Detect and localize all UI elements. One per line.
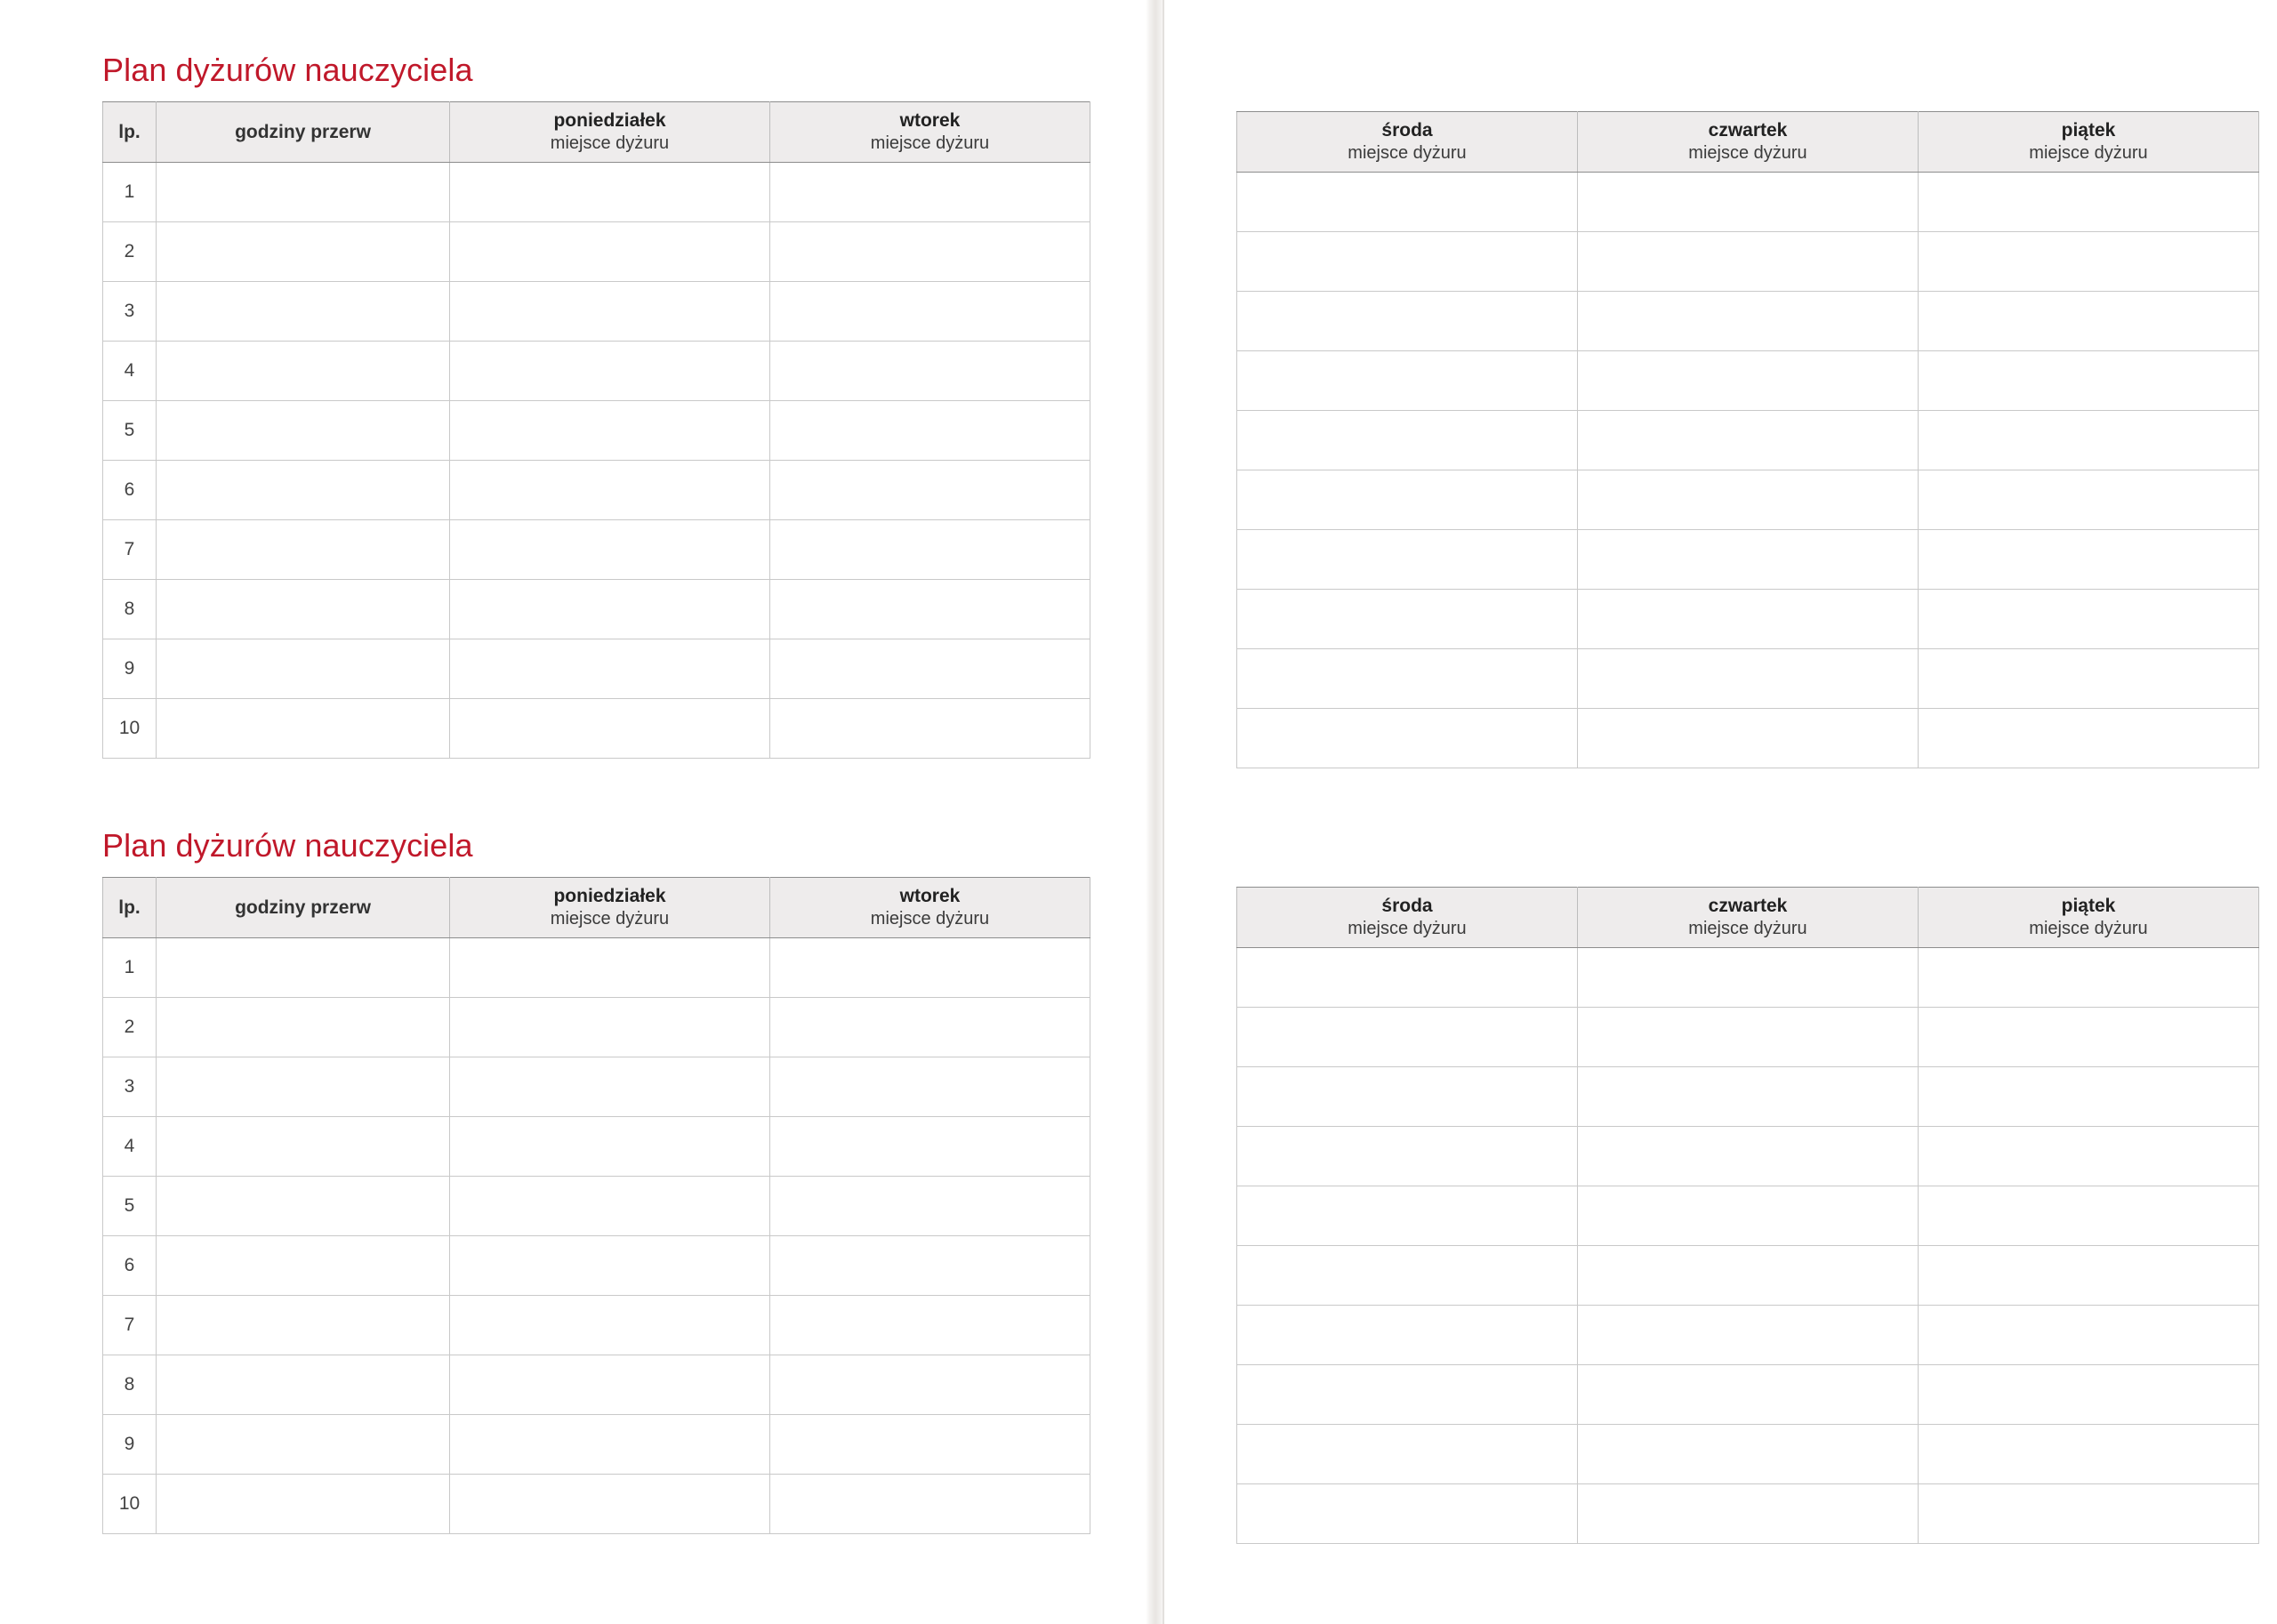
cell-hours[interactable] <box>157 342 450 401</box>
header-day-monday <box>450 878 770 938</box>
header-day-name: czwartek <box>1708 120 1788 141</box>
cell-tuesday[interactable] <box>770 520 1090 580</box>
cell-tuesday[interactable] <box>770 282 1090 342</box>
cell-tuesday[interactable] <box>770 401 1090 461</box>
cell-tuesday[interactable] <box>770 342 1090 401</box>
row-number: 7 <box>103 1296 157 1355</box>
cell-thursday[interactable] <box>1578 1484 1919 1544</box>
cell-wednesday[interactable] <box>1237 173 1578 232</box>
cell-wednesday[interactable] <box>1237 1484 1578 1544</box>
table-row[interactable] <box>1237 948 2259 1008</box>
cell-monday[interactable] <box>450 222 770 282</box>
table-row[interactable] <box>1237 173 2259 232</box>
table-row[interactable] <box>1237 351 2259 411</box>
table-row[interactable] <box>103 1296 1090 1355</box>
header-day-name: środa <box>1381 896 1433 917</box>
cell-tuesday[interactable] <box>770 1236 1090 1296</box>
cell-wednesday[interactable] <box>1237 1186 1578 1246</box>
cell-tuesday[interactable] <box>770 1296 1090 1355</box>
table-row[interactable] <box>103 580 1090 639</box>
table-body-2-left <box>103 938 1090 1534</box>
cell-hours[interactable] <box>157 163 450 222</box>
header-day-name: piątek <box>2061 120 2116 141</box>
cell-wednesday[interactable] <box>1237 1067 1578 1127</box>
cell-wednesday[interactable] <box>1237 292 1578 351</box>
cell-thursday[interactable] <box>1578 1365 1919 1425</box>
table-row[interactable] <box>1237 1425 2259 1484</box>
cell-wednesday[interactable] <box>1237 948 1578 1008</box>
cell-monday[interactable] <box>450 699 770 759</box>
header-day-sub: miejsce dyżuru <box>1348 142 1467 163</box>
cell-hours[interactable] <box>157 699 450 759</box>
header-day-name: wtorek <box>899 886 961 907</box>
header-day-thursday <box>1578 888 1919 948</box>
cell-friday[interactable] <box>1919 1067 2259 1127</box>
row-number: 6 <box>103 461 157 520</box>
table-row[interactable] <box>1237 1306 2259 1365</box>
duty-plan-block-1-left <box>102 52 1090 759</box>
table-row[interactable] <box>1237 411 2259 470</box>
row-number: 1 <box>103 163 157 222</box>
header-day-friday <box>1919 888 2259 948</box>
cell-thursday[interactable] <box>1578 530 1919 590</box>
row-number: 1 <box>103 938 157 998</box>
header-day-sub: miejsce dyżuru <box>550 133 670 153</box>
header-day-sub: miejsce dyżuru <box>1688 142 1807 163</box>
header-day-wednesday <box>1237 112 1578 173</box>
table-row[interactable] <box>103 1117 1090 1177</box>
duty-table-2-left <box>102 877 1090 1534</box>
cell-hours[interactable] <box>157 1057 450 1117</box>
table-row[interactable] <box>1237 1365 2259 1425</box>
header-day-tuesday <box>770 878 1090 938</box>
cell-wednesday[interactable] <box>1237 1306 1578 1365</box>
header-hours: godziny przerw <box>157 102 450 163</box>
table-row[interactable] <box>103 1177 1090 1236</box>
cell-wednesday[interactable] <box>1237 590 1578 649</box>
row-number: 9 <box>103 639 157 699</box>
cell-friday[interactable] <box>1919 948 2259 1008</box>
cell-thursday[interactable] <box>1578 232 1919 292</box>
header-day-name: czwartek <box>1708 896 1788 917</box>
row-number: 2 <box>103 222 157 282</box>
table-row[interactable] <box>103 1236 1090 1296</box>
header-lp: lp. <box>103 102 157 163</box>
cell-friday[interactable] <box>1919 470 2259 530</box>
table-row[interactable] <box>1237 292 2259 351</box>
cell-tuesday[interactable] <box>770 699 1090 759</box>
row-number: 8 <box>103 1355 157 1415</box>
cell-monday[interactable] <box>450 1475 770 1534</box>
cell-hours[interactable] <box>157 998 450 1057</box>
cell-hours[interactable] <box>157 222 450 282</box>
cell-tuesday[interactable] <box>770 639 1090 699</box>
cell-hours[interactable] <box>157 1117 450 1177</box>
header-day-tuesday <box>770 102 1090 163</box>
cell-friday[interactable] <box>1919 351 2259 411</box>
cell-tuesday[interactable] <box>770 163 1090 222</box>
table-row[interactable] <box>103 938 1090 998</box>
cell-friday[interactable] <box>1919 530 2259 590</box>
cell-friday[interactable] <box>1919 1306 2259 1365</box>
row-number: 10 <box>103 1475 157 1534</box>
cell-wednesday[interactable] <box>1237 1246 1578 1306</box>
page-title-1: Plan dyżurów nauczyciela <box>102 52 473 88</box>
cell-thursday[interactable] <box>1578 1127 1919 1186</box>
cell-friday[interactable] <box>1919 1127 2259 1186</box>
cell-monday[interactable] <box>450 1415 770 1475</box>
cell-thursday[interactable] <box>1578 1186 1919 1246</box>
cell-tuesday[interactable] <box>770 938 1090 998</box>
cell-hours[interactable] <box>157 401 450 461</box>
cell-tuesday[interactable] <box>770 222 1090 282</box>
cell-friday[interactable] <box>1919 292 2259 351</box>
cell-thursday[interactable] <box>1578 590 1919 649</box>
table-row[interactable] <box>1237 470 2259 530</box>
table-row[interactable] <box>1237 590 2259 649</box>
cell-friday[interactable] <box>1919 411 2259 470</box>
header-day-wednesday <box>1237 888 1578 948</box>
row-number: 5 <box>103 401 157 461</box>
header-day-monday <box>450 102 770 163</box>
row-number: 2 <box>103 998 157 1057</box>
cell-hours[interactable] <box>157 1296 450 1355</box>
header-day-sub: miejsce dyżuru <box>2029 918 2148 938</box>
table-row[interactable] <box>103 520 1090 580</box>
book-spine-line <box>1163 0 1164 1624</box>
cell-wednesday[interactable] <box>1237 351 1578 411</box>
cell-monday[interactable] <box>450 401 770 461</box>
cell-tuesday[interactable] <box>770 998 1090 1057</box>
table-row[interactable] <box>103 639 1090 699</box>
cell-monday[interactable] <box>450 580 770 639</box>
cell-thursday[interactable] <box>1578 173 1919 232</box>
cell-wednesday[interactable] <box>1237 1365 1578 1425</box>
header-day-sub: miejsce dyżuru <box>2029 142 2148 163</box>
cell-tuesday[interactable] <box>770 461 1090 520</box>
cell-friday[interactable] <box>1919 590 2259 649</box>
table-row[interactable] <box>103 1057 1090 1117</box>
table-row[interactable] <box>1237 1246 2259 1306</box>
duty-plan-block-2-left <box>102 827 1090 1534</box>
cell-thursday[interactable] <box>1578 1306 1919 1365</box>
cell-wednesday[interactable] <box>1237 649 1578 709</box>
row-number: 3 <box>103 282 157 342</box>
cell-monday[interactable] <box>450 1355 770 1415</box>
cell-thursday[interactable] <box>1578 351 1919 411</box>
cell-tuesday[interactable] <box>770 1177 1090 1236</box>
cell-friday[interactable] <box>1919 1246 2259 1306</box>
cell-tuesday[interactable] <box>770 1057 1090 1117</box>
header-day-name: poniedziałek <box>553 110 666 132</box>
right-page <box>1165 0 2277 1624</box>
row-number: 3 <box>103 1057 157 1117</box>
cell-monday[interactable] <box>450 1236 770 1296</box>
cell-monday[interactable] <box>450 520 770 580</box>
cell-monday[interactable] <box>450 282 770 342</box>
table-row[interactable] <box>103 998 1090 1057</box>
table-header-row <box>103 878 1090 938</box>
cell-hours[interactable] <box>157 639 450 699</box>
table-body-1-right <box>1237 173 2259 768</box>
table-row[interactable] <box>103 401 1090 461</box>
cell-hours[interactable] <box>157 282 450 342</box>
table-row[interactable] <box>103 282 1090 342</box>
table-row[interactable] <box>1237 709 2259 768</box>
cell-friday[interactable] <box>1919 173 2259 232</box>
cell-hours[interactable] <box>157 520 450 580</box>
cell-monday[interactable] <box>450 639 770 699</box>
table-row[interactable] <box>103 1415 1090 1475</box>
header-day-friday <box>1919 112 2259 173</box>
cell-hours[interactable] <box>157 1177 450 1236</box>
row-number: 5 <box>103 1177 157 1236</box>
cell-tuesday[interactable] <box>770 580 1090 639</box>
row-number: 10 <box>103 699 157 759</box>
table-row[interactable] <box>1237 1127 2259 1186</box>
table-body-1-left <box>103 163 1090 759</box>
cell-thursday[interactable] <box>1578 411 1919 470</box>
cell-hours[interactable] <box>157 461 450 520</box>
cell-tuesday[interactable] <box>770 1355 1090 1415</box>
cell-wednesday[interactable] <box>1237 1127 1578 1186</box>
header-day-sub: miejsce dyżuru <box>870 133 990 153</box>
cell-hours[interactable] <box>157 580 450 639</box>
row-number: 8 <box>103 580 157 639</box>
header-day-thursday <box>1578 112 1919 173</box>
header-day-name: piątek <box>2061 896 2116 917</box>
cell-monday[interactable] <box>450 342 770 401</box>
table-header-row <box>103 102 1090 163</box>
cell-friday[interactable] <box>1919 1365 2259 1425</box>
table-row[interactable] <box>103 699 1090 759</box>
header-day-sub: miejsce dyżuru <box>550 908 670 929</box>
table-header-row <box>1237 112 2259 173</box>
table-row[interactable] <box>1237 1067 2259 1127</box>
cell-friday[interactable] <box>1919 1008 2259 1067</box>
cell-friday[interactable] <box>1919 1425 2259 1484</box>
cell-wednesday[interactable] <box>1237 232 1578 292</box>
header-day-name: środa <box>1381 120 1433 141</box>
table-row[interactable] <box>1237 649 2259 709</box>
cell-friday[interactable] <box>1919 232 2259 292</box>
cell-wednesday[interactable] <box>1237 1425 1578 1484</box>
row-number: 4 <box>103 342 157 401</box>
cell-thursday[interactable] <box>1578 470 1919 530</box>
cell-thursday[interactable] <box>1578 1008 1919 1067</box>
duty-table-1-right <box>1236 111 2259 768</box>
cell-monday[interactable] <box>450 998 770 1057</box>
page-title-2: Plan dyżurów nauczyciela <box>102 827 473 864</box>
table-row[interactable] <box>1237 1484 2259 1544</box>
table-row[interactable] <box>103 1475 1090 1534</box>
table-body-2-right <box>1237 948 2259 1544</box>
cell-monday[interactable] <box>450 1296 770 1355</box>
table-row[interactable] <box>103 461 1090 520</box>
row-number: 7 <box>103 520 157 580</box>
table-row[interactable] <box>1237 232 2259 292</box>
table-row[interactable] <box>1237 1186 2259 1246</box>
table-row[interactable] <box>1237 1008 2259 1067</box>
header-day-name: wtorek <box>899 110 961 132</box>
cell-thursday[interactable] <box>1578 292 1919 351</box>
row-number: 9 <box>103 1415 157 1475</box>
cell-wednesday[interactable] <box>1237 709 1578 768</box>
cell-friday[interactable] <box>1919 709 2259 768</box>
cell-wednesday[interactable] <box>1237 470 1578 530</box>
cell-friday[interactable] <box>1919 649 2259 709</box>
header-day-name: poniedziałek <box>553 886 666 907</box>
cell-monday[interactable] <box>450 461 770 520</box>
row-number: 6 <box>103 1236 157 1296</box>
cell-thursday[interactable] <box>1578 1067 1919 1127</box>
cell-friday[interactable] <box>1919 1484 2259 1544</box>
cell-tuesday[interactable] <box>770 1415 1090 1475</box>
table-header-row <box>1237 888 2259 948</box>
cell-thursday[interactable] <box>1578 1425 1919 1484</box>
duty-plan-block-1-right <box>1236 111 2259 768</box>
table-row[interactable] <box>103 163 1090 222</box>
header-hours: godziny przerw <box>157 878 450 938</box>
table-row[interactable] <box>103 222 1090 282</box>
cell-monday[interactable] <box>450 938 770 998</box>
table-row[interactable] <box>103 1355 1090 1415</box>
cell-monday[interactable] <box>450 1057 770 1117</box>
cell-hours[interactable] <box>157 1415 450 1475</box>
header-day-sub: miejsce dyżuru <box>870 908 990 929</box>
row-number: 4 <box>103 1117 157 1177</box>
header-lp: lp. <box>103 878 157 938</box>
cell-tuesday[interactable] <box>770 1117 1090 1177</box>
cell-hours[interactable] <box>157 938 450 998</box>
cell-friday[interactable] <box>1919 1186 2259 1246</box>
cell-thursday[interactable] <box>1578 709 1919 768</box>
cell-wednesday[interactable] <box>1237 530 1578 590</box>
header-day-sub: miejsce dyżuru <box>1688 918 1807 938</box>
cell-thursday[interactable] <box>1578 649 1919 709</box>
cell-wednesday[interactable] <box>1237 1008 1578 1067</box>
header-day-sub: miejsce dyżuru <box>1348 918 1467 938</box>
duty-table-2-right <box>1236 887 2259 1544</box>
cell-hours[interactable] <box>157 1355 450 1415</box>
duty-plan-block-2-right <box>1236 887 2259 1544</box>
cell-thursday[interactable] <box>1578 948 1919 1008</box>
cell-monday[interactable] <box>450 163 770 222</box>
cell-hours[interactable] <box>157 1236 450 1296</box>
table-row[interactable] <box>103 342 1090 401</box>
cell-tuesday[interactable] <box>770 1475 1090 1534</box>
cell-monday[interactable] <box>450 1117 770 1177</box>
cell-monday[interactable] <box>450 1177 770 1236</box>
cell-wednesday[interactable] <box>1237 411 1578 470</box>
cell-hours[interactable] <box>157 1475 450 1534</box>
cell-thursday[interactable] <box>1578 1246 1919 1306</box>
duty-table-1-left <box>102 101 1090 759</box>
table-row[interactable] <box>1237 530 2259 590</box>
